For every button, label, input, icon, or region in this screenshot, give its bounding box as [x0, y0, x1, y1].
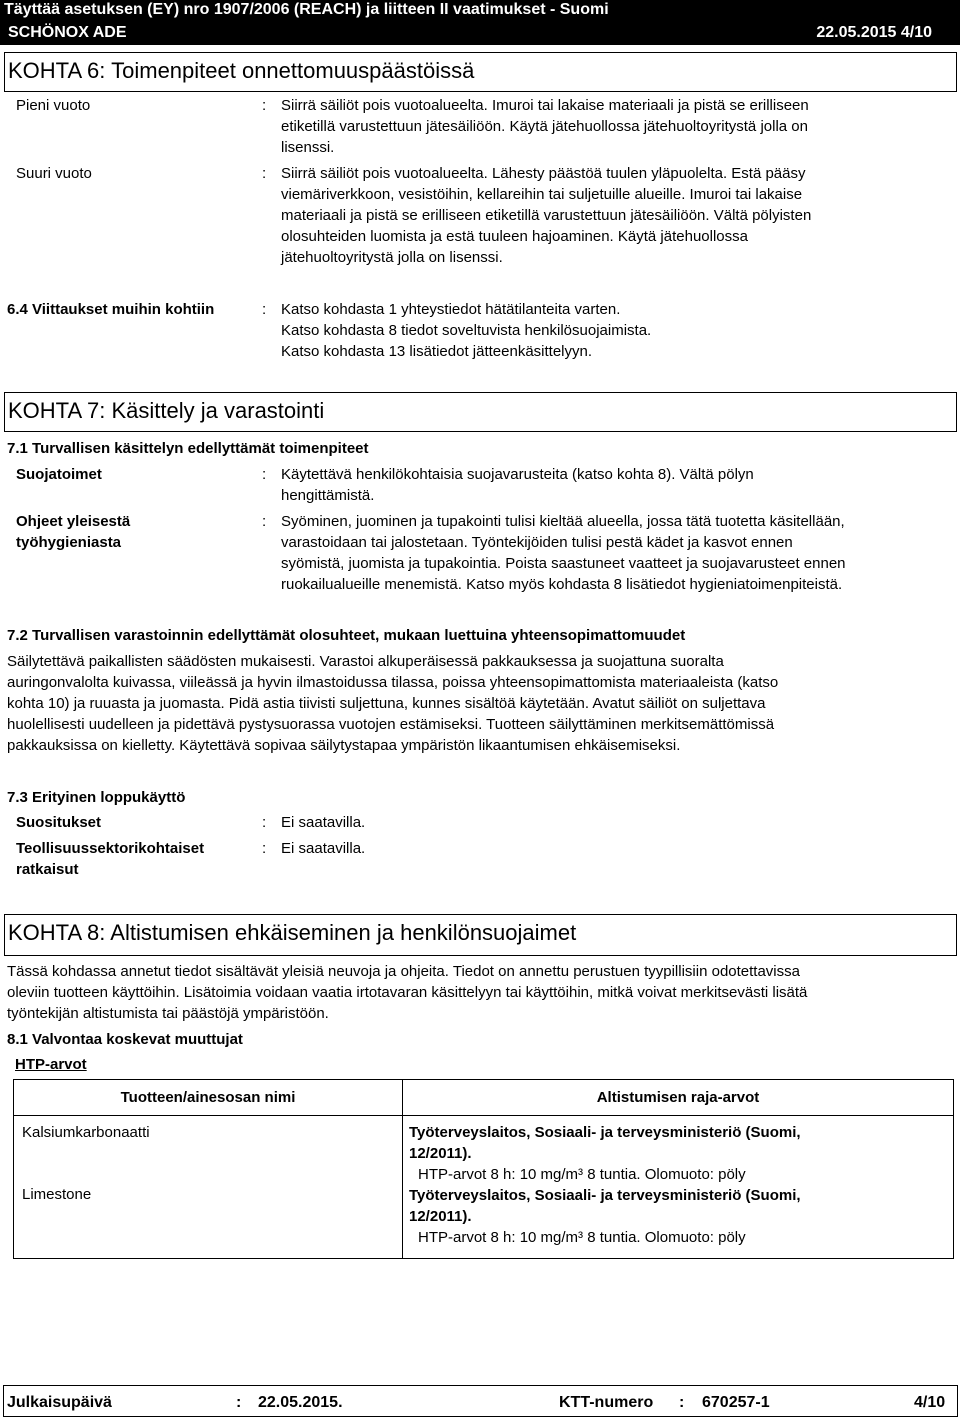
colon: :	[236, 1394, 242, 1411]
industry-value: Ei saatavilla.	[281, 840, 366, 857]
protection-label: Suojatoimet	[16, 466, 102, 483]
subsection-7-1: 7.1 Turvallisen käsittelyn edellyttämät toimenpiteet	[7, 440, 369, 457]
colon: :	[262, 97, 267, 114]
references-label: 6.4 Viittaukset muihin kohtiin	[7, 301, 215, 318]
text-line: ruokailualueille menemistä. Katso myös kohdasta 8 lisätiedot hygieniatoimenpiteistä.	[281, 576, 843, 593]
text-line: varastoidaan tai jalostetaan. Työntekijöiden tulisi pestä kädet ja kasvot ennen	[281, 534, 793, 551]
text-line: huolellisesti uudelleen ja pidettävä pystysuorassa vuotojen estämiseksi. Tuotteen säilyttäminen merkitsemättömissä	[7, 716, 775, 733]
text-line: syömistä, juomista ja tupakointia. Poista saastuneet vaatteet ja suojavarusteet ennen	[281, 555, 846, 572]
protection-text	[281, 464, 951, 506]
industry-label	[16, 838, 251, 880]
label-line: ratkaisut	[16, 861, 79, 878]
product-name: SCHÖNOX ADE	[8, 24, 127, 41]
label-line: Teollisuussektorikohtaiset	[16, 840, 205, 857]
colon: :	[262, 814, 267, 831]
colon: :	[262, 466, 267, 483]
recommendations-label: Suositukset	[16, 814, 102, 831]
text-line: Tässä kohdassa annetut tiedot sisältävät yleisiä neuvoja ja ohjeita. Tiedot on annettu perustuen tyypillisiin odotettavissa	[7, 963, 800, 980]
text-line: auringonvalolta kuivassa, viileässä ja hyvin ilmastoidussa tilassa, poissa yhteensopimattomista materiaaleista (katso	[7, 674, 779, 691]
label-line: työhygieniasta	[16, 534, 122, 551]
text-line: Säilytettävä paikallisten säädösten mukaisesti. Varastoi alkuperäisessä pakkauksessa ja suojattuna suoralta	[7, 653, 724, 670]
text-line: hengittämistä.	[281, 487, 375, 504]
regulation-title: Täyttää asetuksen (EY) nro 1907/2006 (REACH) ja liitteen II vaatimukset - Suomi	[4, 1, 609, 18]
subsection-8-1: 8.1 Valvontaa koskevat muuttujat	[7, 1031, 243, 1048]
document-footer	[3, 1385, 958, 1417]
storage-text	[7, 651, 955, 756]
text-line: Siirrä säiliöt pois vuotoalueelta. Imuroi tai lakaise materiaali ja pistä se erilliseen	[281, 97, 809, 114]
limit-source: Työterveyslaitos, Sosiaali- ja terveysministeriö (Suomi,	[409, 1124, 801, 1141]
publication-date: 22.05.2015.	[258, 1394, 343, 1411]
text-line: Käytettävä henkilökohtaisia suojavarusteita (katso kohta 8). Vältä pölyn	[281, 466, 754, 483]
text-line: viemäriverkkoon, vesistöihin, kellareihin tai suljetuille alueille. Imuroi tai lakaise	[281, 186, 803, 203]
references-text	[281, 299, 951, 362]
colon: :	[262, 513, 267, 530]
limit-value: HTP-arvot 8 h: 10 mg/m³ 8 tuntia. Olomuoto: pöly	[418, 1229, 746, 1246]
limit-source: Työterveyslaitos, Sosiaali- ja terveysministeriö (Suomi,	[409, 1187, 801, 1204]
text-line: Katso kohdasta 13 lisätiedot jätteenkäsittelyyn.	[281, 343, 593, 360]
table-header-name: Tuotteen/ainesosan nimi	[14, 1080, 403, 1116]
substance-name: Kalsiumkarbonaatti	[22, 1124, 150, 1141]
publication-date-label: Julkaisupäivä	[7, 1394, 112, 1411]
subsection-7-3: 7.3 Erityinen loppukäyttö	[7, 789, 186, 806]
section-7-title: KOHTA 7: Käsittely ja varastointi	[4, 392, 957, 432]
small-spill-text	[281, 95, 951, 158]
text-line: Katso kohdasta 1 yhteystiedot hätätilanteita varten.	[281, 301, 621, 318]
htp-title: HTP-arvot	[15, 1056, 87, 1073]
section-8-title: KOHTA 8: Altistumisen ehkäiseminen ja henkilönsuojaimet	[4, 914, 957, 956]
limit-value: HTP-arvot 8 h: 10 mg/m³ 8 tuntia. Olomuoto: pöly	[418, 1166, 746, 1183]
substance-name: Limestone	[22, 1186, 92, 1203]
document-header	[0, 0, 960, 45]
text-line: jätehuoltoyritystä jolla on lisenssi.	[281, 249, 503, 266]
page-number: 4/10	[914, 1394, 946, 1411]
section-6-title: KOHTA 6: Toimenpiteet onnettomuuspäästöissä	[4, 52, 957, 92]
ktt-number-label: KTT-numero	[559, 1394, 654, 1411]
large-spill-label: Suuri vuoto	[16, 165, 92, 182]
large-spill-text	[281, 163, 951, 268]
text-line: Syöminen, juominen ja tupakointi tulisi kieltää alueella, jossa tätä tuotetta käsitellään,	[281, 513, 845, 530]
label-line: Ohjeet yleisestä	[16, 513, 131, 530]
text-line: etiketillä varustettuun jätesäiliöön. Käytä jätehuollossa jätehuoltoyritystä jolla on	[281, 118, 808, 135]
recommendations-value: Ei saatavilla.	[281, 814, 366, 831]
ktt-number: 670257-1	[702, 1394, 770, 1411]
hygiene-text	[281, 511, 951, 595]
table-cell-limits	[403, 1116, 954, 1259]
text-line: materiaali ja pistä se erilliseen etiketillä varustettuun jätesäiliöön. Vältä pölyisten	[281, 207, 812, 224]
table-cell-names	[14, 1116, 403, 1259]
limit-source: 12/2011).	[409, 1208, 472, 1225]
hygiene-label	[16, 511, 251, 553]
text-line: olosuhteiden luomista ja estä tuuleen hajoaminen. Käytä jätehuollossa	[281, 228, 748, 245]
table-header-row	[14, 1080, 954, 1116]
colon: :	[262, 165, 267, 182]
small-spill-label: Pieni vuoto	[16, 97, 91, 114]
subsection-7-2: 7.2 Turvallisen varastoinnin edellyttämät olosuhteet, mukaan luettuina yhteensopimattomuudet	[7, 627, 686, 644]
exposure-limits-table	[13, 1079, 954, 1259]
text-line: pakkauksissa on kielletty. Käytettävä sopivaa säilytystapaa ympäristön likaantumisen ehkäisemiseksi.	[7, 737, 681, 754]
text-line: oleviin tuotteen käyttöihin. Lisätoimia voidaan vaatia irtotavaran käsittelyyn tai käyttöihin, mitkä voivat merkitsevästi lisätä	[7, 984, 808, 1001]
limit-source: 12/2011).	[409, 1145, 472, 1162]
colon: :	[262, 840, 267, 857]
text-line: Siirrä säiliöt pois vuotoalueelta. Lähesty päästöä tuulen yläpuolelta. Estä pääsy	[281, 165, 806, 182]
section-8-intro	[7, 961, 955, 1024]
colon: :	[679, 1394, 685, 1411]
text-line: työntekijän altistumista tai päästöjä ympäristöön.	[7, 1005, 329, 1022]
text-line: lisenssi.	[281, 139, 335, 156]
table-row	[14, 1116, 954, 1259]
text-line: Katso kohdasta 8 tiedot soveltuvista henkilösuojaimista.	[281, 322, 652, 339]
table-header-limits: Altistumisen raja-arvot	[403, 1080, 954, 1116]
text-line: kohta 10) ja ruuasta ja juomasta. Pidä astia tiivisti suljettuna, kunnes sisältöä käytetään. Avatut säiliöt on suljettava	[7, 695, 766, 712]
colon: :	[262, 301, 267, 318]
header-date-page: 22.05.2015 4/10	[816, 24, 932, 41]
